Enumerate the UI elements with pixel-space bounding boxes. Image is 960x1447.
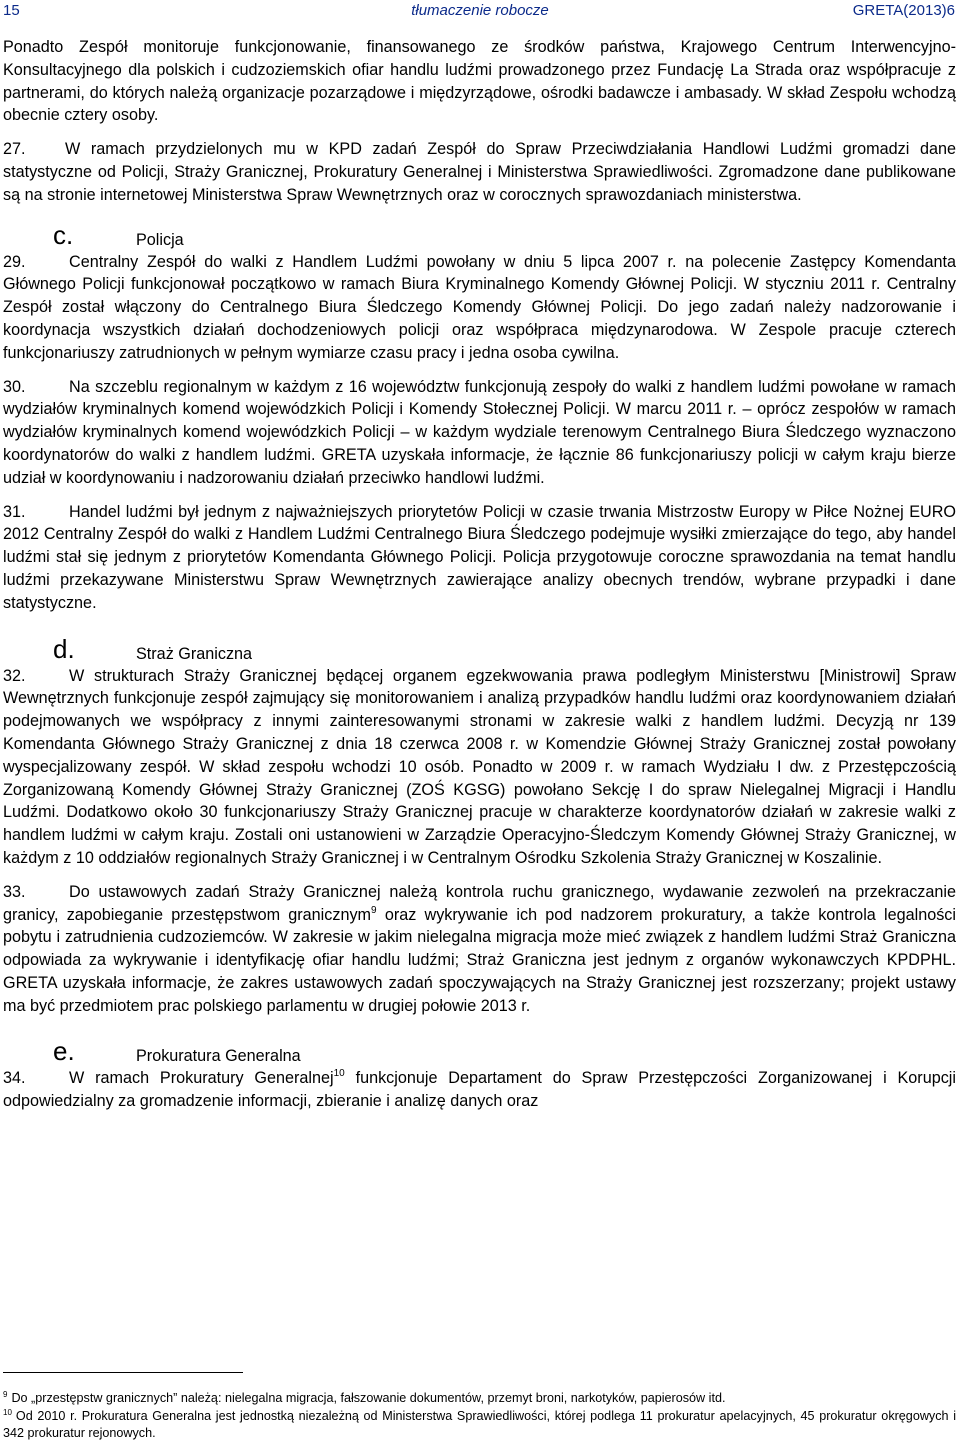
footnote-text: Do „przestępstw granicznych” należą: nielegalna migracja, fałszowanie dokumentów, przemyt broni, narkotyków, papierosów itd.	[11, 1391, 726, 1405]
paragraph-number: 32.	[3, 666, 26, 685]
paragraph-number: 34.	[3, 1069, 26, 1088]
footnote-10	[3, 1408, 956, 1443]
paragraph-text: Do ustawowych zadań Straży Granicznej należą kontrola ruchu granicznego, wydawanie zezwoleń na przekraczanie granicy, zapobieganie przestępstwom granicznym	[3, 882, 956, 924]
paragraph-text-cont: oraz wykrywanie ich pod nadzorem prokuratury, a także kontrola legalności pobytu i zatrudnienia cudzoziemców. W zakresie w jakim nielegalna migracja może mieć związek z handlem ludźmi Straż Graniczna odpowiada za wykrywanie i identyfikację ofiar handlu ludźmi; Straż Graniczna jest jednym z organów wykonawczych KPDPHL. GRETA uzyskała informacje, że zakres ustawowych zadań spoczywających na Straży Granicznej jest rozszerzany; projekt ustawy ma być przedmiotem prac polskiego parlamentu w drugiej połowie 2013 r.	[3, 905, 956, 1015]
footnote-ref-9[interactable]: 9	[371, 904, 377, 916]
paragraph-text: Centralny Zespół do walki z Handlem Ludźmi powołany w dniu 5 lipca 2007 r. na polecenie Zastępcy Komendanta Głównego Policji funkcjonował początkowo w ramach Biura Kryminalnego Komendy Głównej Policji. W styczniu 2011 r. Centralny Zespół został włączony do Centralnego Biura Śledczego Komendy Głównej Policji. Do jego zadań należy nadzorowanie i koordynacja wszystkich działań dochodzeniowych policji oraz współpraca międzynarodowa. W Zespole pracuje czterech funkcjonariuszy zatrudnionych w pełnym wymiarze czasu pracy i jedna osoba cywilna.	[3, 252, 956, 362]
paragraph-text: W ramach przydzielonych mu w KPD zadań Zespół do Spraw Przeciwdziałania Handlowi Ludźmi gromadzi dane statystyczne od Policji, Straży Granicznej, Prokuratury Generalnej i Ministerstwa Sprawiedliwości. Zgromadzone dane publikowane są na stronie internetowej Ministerstwa Spraw Wewnętrznych oraz w corocznych sprawozdaniach ministerstwa.	[3, 140, 956, 204]
paragraph-29	[3, 251, 956, 365]
header-draft-label: tłumaczenie robocze	[411, 2, 549, 19]
section-title: Policja	[136, 230, 184, 249]
paragraph-number: 27.	[3, 140, 26, 159]
section-letter: d.	[53, 633, 75, 664]
footnote-mark: 9	[3, 1390, 8, 1399]
paragraph-34	[3, 1067, 956, 1113]
section-letter: c.	[53, 219, 74, 250]
paragraph-text: W strukturach Straży Granicznej będącej organem egzekwowania prawa podległym Ministerstwu [Ministrowi] Spraw Wewnętrznych funkcjonuje zespół zajmujący się monitorowaniem i analizą przypadków handlu ludźmi oraz koordynowaniem działań podejmowanych we współpracy z innymi zainteresowanymi stronami w zakresie walki z handlem ludźmi. Decyzją nr 139 Komendanta Głównego Straży Granicznej z dnia 18 czerwca 2008 r. w Komendzie Głównej Straży Granicznej został powołany wyspecjalizowany zespół. W skład zespołu wchodzi 10 osób. Ponadto w 2009 r. w ramach Wydziału I dw. z Przestępczością Zorganizowaną Komendy Głównej Straży Granicznej (ZOŚ KGSG) powołano Sekcję I do spraw Nielegalnej Migracji i Handlu Ludźmi. Dodatkowo około 30 funkcjonariuszy Straży Granicznej pracuje w charakterze koordynatorów działań w zakresie walki z handlem ludźmi w całym kraju. Zostali oni ustanowieni w Zarządzie Operacyjno-Śledczym Komendy Głównej Straży Granicznej, w każdym z 10 oddziałów regionalnych Straży Granicznej i w Centralnym Ośrodku Szkolenia Straży Granicznej w Koszalinie.	[3, 666, 956, 867]
paragraph-intro: Ponadto Zespół monitoruje funkcjonowanie, finansowanego ze środków państwa, Krajowego Centrum Interwencyjno-Konsultacyjnego dla polskich i cudzoziemskich ofiar handlu ludźmi prowadzonego przez Fundację La Strada oraz współpracuje z partnerami, do których należą organizacje pozarządowe i międzyrządowe, ośrodki badawcze i ambasady. W skład Zespołu wchodzą obecnie cztery osoby.	[3, 38, 956, 125]
paragraph-31	[3, 501, 956, 615]
footnote-mark: 10	[3, 1407, 12, 1417]
paragraph-number: 31.	[3, 502, 26, 521]
paragraph-number: 29.	[3, 252, 26, 271]
footnote-9	[3, 1390, 956, 1408]
paragraph-text: Na szczeblu regionalnym w każdym z 16 województw funkcjonują zespoły do walki z handlem ludźmi powołane w ramach wydziałów kryminalnych komend wojewódzkich Policji i Komendy Stołecznej Policji. W marcu 2011 r. – oprócz zespołów w ramach wydziałów kryminalnych komend wojewódzkich Policji – w każdym wydziale terenowym Centralnego Biura Śledczego wyznaczono koordynatorów do walki z handlem ludźmi. GRETA uzyskała informacje, że łącznie 86 funkcjonariuszy policji w całym kraju bierze udział w koordynowaniu i nadzorowaniu działań przeciwko handlowi ludźmi.	[3, 377, 956, 487]
document-body	[3, 36, 956, 1113]
section-letter: e.	[53, 1036, 75, 1067]
page-number: 15	[3, 2, 20, 19]
section-heading-c	[3, 219, 956, 251]
paragraph-33	[3, 881, 956, 1018]
document-reference: GRETA(2013)6	[852, 2, 955, 19]
footnote-text: Od 2010 r. Prokuratura Generalna jest jednostką niezależną od Ministerstwa Sprawiedliwości, której podlega 11 prokuratur apelacyjnych, 45 prokuratur okręgowych i 342 prokuratur rejonowych.	[3, 1408, 956, 1441]
footnotes	[3, 1390, 956, 1443]
footnote-ref-10[interactable]: 10	[333, 1068, 345, 1080]
paragraph-number: 33.	[3, 882, 26, 901]
paragraph-text-cont: funkcjonuje Departament do Spraw Przestępczości Zorganizowanej i Korupcji odpowiedzialny za gromadzenie informacji, zbieranie i analizę danych oraz	[3, 1069, 956, 1111]
paragraph-30	[3, 376, 956, 490]
paragraph-number: 30.	[3, 377, 26, 396]
section-heading-d	[3, 633, 956, 665]
section-title: Prokuratura Generalna	[136, 1047, 301, 1066]
section-heading-e	[3, 1036, 956, 1067]
paragraph-text: Handel ludźmi był jednym z najważniejszych priorytetów Policji w czasie trwania Mistrzostw Europy w Piłce Nożnej EURO 2012 Centralny Zespół do walki z Handlem Ludźmi Centralnego Biura Śledczego podejmuje wysiłki zmierzające do tego, aby handel ludźmi stał się jednym z priorytetów Komendanta Głównego Policji. Policja przygotowuje coroczne sprawozdania na temat handlu ludźmi przekazywane Ministerstwu Spraw Wewnętrznych zawierające analizy obecnych trendów, wybrane przypadki i dane statystyczne.	[3, 502, 956, 612]
page-header	[0, 0, 960, 26]
section-title: Straż Graniczna	[136, 644, 253, 663]
paragraph-27	[3, 138, 956, 206]
paragraph-text: W ramach Prokuratury Generalnej	[69, 1069, 334, 1088]
paragraph-32	[3, 665, 956, 870]
footnote-separator	[3, 1372, 243, 1373]
